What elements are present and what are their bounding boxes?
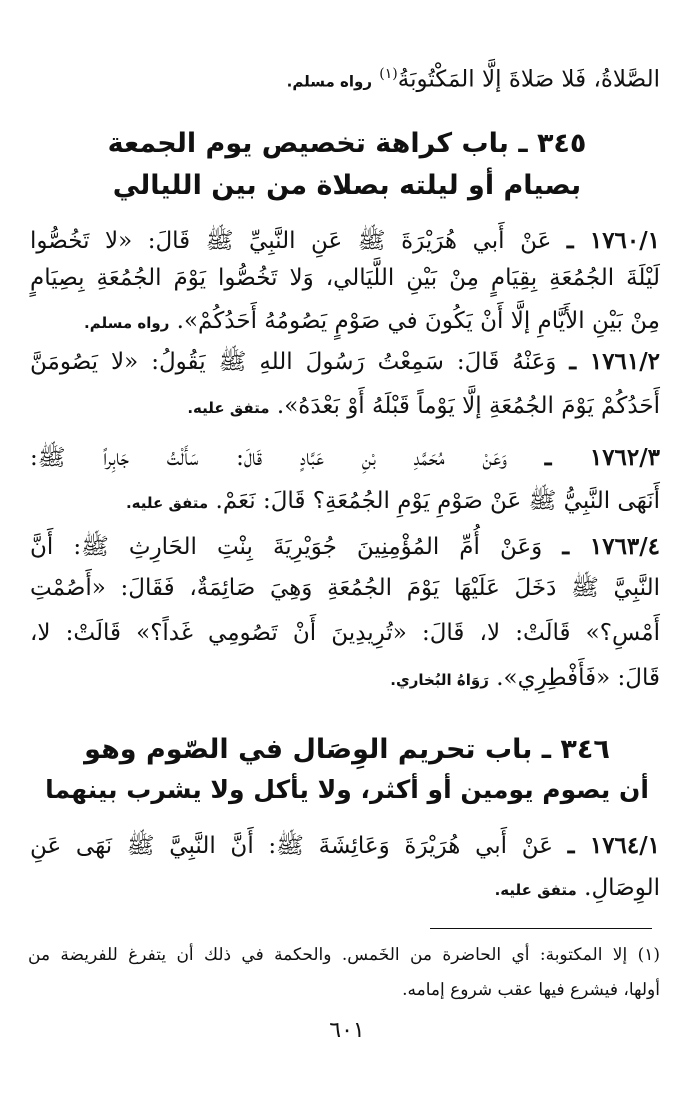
hadith-text: قَالَ: «فَأَفْطِرِي». [496,665,660,691]
chapter-title-346-line1: ٣٤٦ ـ باب تحريم الوِصَال في الصّوم وهو [84,734,610,765]
hadith-reference: متفق عليه. [187,399,270,417]
hadith-1761-line2 [30,388,660,426]
footnote-marker: (١) [379,66,398,82]
continuation-text: الصَّلاةُ، فَلا صَلاةَ إلَّا المَكْتُوبَةُ [397,66,660,93]
hadith-1760-line3 [30,303,660,341]
hadith-number: ١٧٦٠/١ ـ [566,227,661,254]
hadith-reference: رواه مسلم. [84,314,170,332]
footnote-line1: (١) إلا المكتوبة: أي الحاضرة من الخَمس. والحكمة في ذلك أن يتفرغ للفريضة من [28,945,660,965]
hadith-number: ١٧٦٤/١ ـ [567,832,661,859]
hadith-text: وَعَنْ مُحَمَّدِ بْنِ عَبَّادٍ قَالَ: سَأَلْتُ جَابِراً ﷺ: [30,445,508,471]
chapter-title-345-line2: بصيام أو ليلته بصلاة من بين الليالي [112,170,582,201]
hadith-1760-line2: لَيْلَةَ الجُمُعَةِ بِقِيَامٍ مِنْ بَيْنِ اللَّيَالي، وَلا تَخُصُّوا يَوْمَ الجُمُعَةِ بِصِيَامٍ [30,265,660,291]
hadith-reference: متفق عليه. [494,881,577,899]
hadith-text: الوِصَالِ. [584,875,660,901]
hadith-number: ١٧٦٣/٤ ـ [562,533,661,560]
hadith-text: مِنْ بَيْنِ الأَيَّامِ إلَّا أَنْ يَكُونَ في صَوْمٍ يَصُومُهُ أَحَدُكُمْ». [176,308,660,334]
hadith-text: عَنْ أَبي هُرَيْرَةَ ﷺ عَنِ النَّبِيِّ ﷺ قَالَ: «لا تَخُصُّوا [30,228,552,254]
hadith-1764-line2 [30,870,660,908]
hadith-number: ١٧٦٢/٣ ـ [544,444,661,471]
hadith-1762-line2 [30,483,660,521]
hadith-1763-line3: أَمْسِ؟» قَالَتْ: لا، قَالَ: «تُرِيدِينَ أَنْ تَصُومِي غَداً؟» قَالَتْ: لا، [30,620,660,646]
hadith-1760-line1 [30,223,660,259]
hadith-text: وَعَنْ أُمِّ المُؤْمِنِينَ جُوَيْرِيَةَ بِنْتِ الحَارِثِ ﷺ: أَنَّ [30,534,543,560]
hadith-1761-line1 [30,344,660,380]
hadith-reference: رَوَاهُ البُخاري. [390,671,489,689]
footnote-separator [430,928,652,929]
hadith-1763-line2: النَّبِيَّ ﷺ دَخَلَ عَلَيْهَا يَوْمَ الجُمُعَةِ وَهِيَ صَائِمَةٌ، فَقَالَ: «أَصُمْتِ [30,575,660,601]
hadith-number: ١٧٦١/٢ ـ [569,348,661,375]
hadith-reference: رواه مسلم. [286,72,372,91]
hadith-1763-line4 [30,660,660,698]
hadith-text: أَنَهَى النَّبِيُّ ﷺ عَنْ صَوْمِ يَوْمِ الجُمُعَةِ؟ قَالَ: نَعَمْ. [215,488,660,514]
page-number: ٦٠١ [329,1018,365,1043]
footnote-line2: أولها، فيشرع فيها عقب شروع إمامه. [402,980,660,1000]
hadith-1764-line1 [30,828,660,864]
text-line [30,56,660,100]
hadith-text: أَحَدُكُمْ يَوْمَ الجُمُعَةِ إلَّا يَوْماً قَبْلَهُ أَوْ بَعْدَهُ». [276,393,660,419]
hadith-1762-line1 [30,440,660,476]
hadith-text: وَعَنْهُ قَالَ: سَمِعْتُ رَسُولَ اللهِ ﷺ يَقُولُ: «لا يَصُومَنَّ [30,349,557,375]
chapter-title-346-line2: أن يصوم يومين أو أكثر، ولا يأكل ولا يشرب بينهما [45,775,649,804]
hadith-text: عَنْ أَبي هُرَيْرَةَ وَعَائِشَةَ ﷺ: أَنَّ النَّبِيَّ ﷺ نَهَى عَنِ [30,833,553,859]
hadith-reference: متفق عليه. [125,494,209,512]
hadith-1763-line1 [30,529,660,565]
chapter-title-345-line1: ٣٤٥ ـ باب كراهة تخصيص يوم الجمعة [107,128,587,159]
